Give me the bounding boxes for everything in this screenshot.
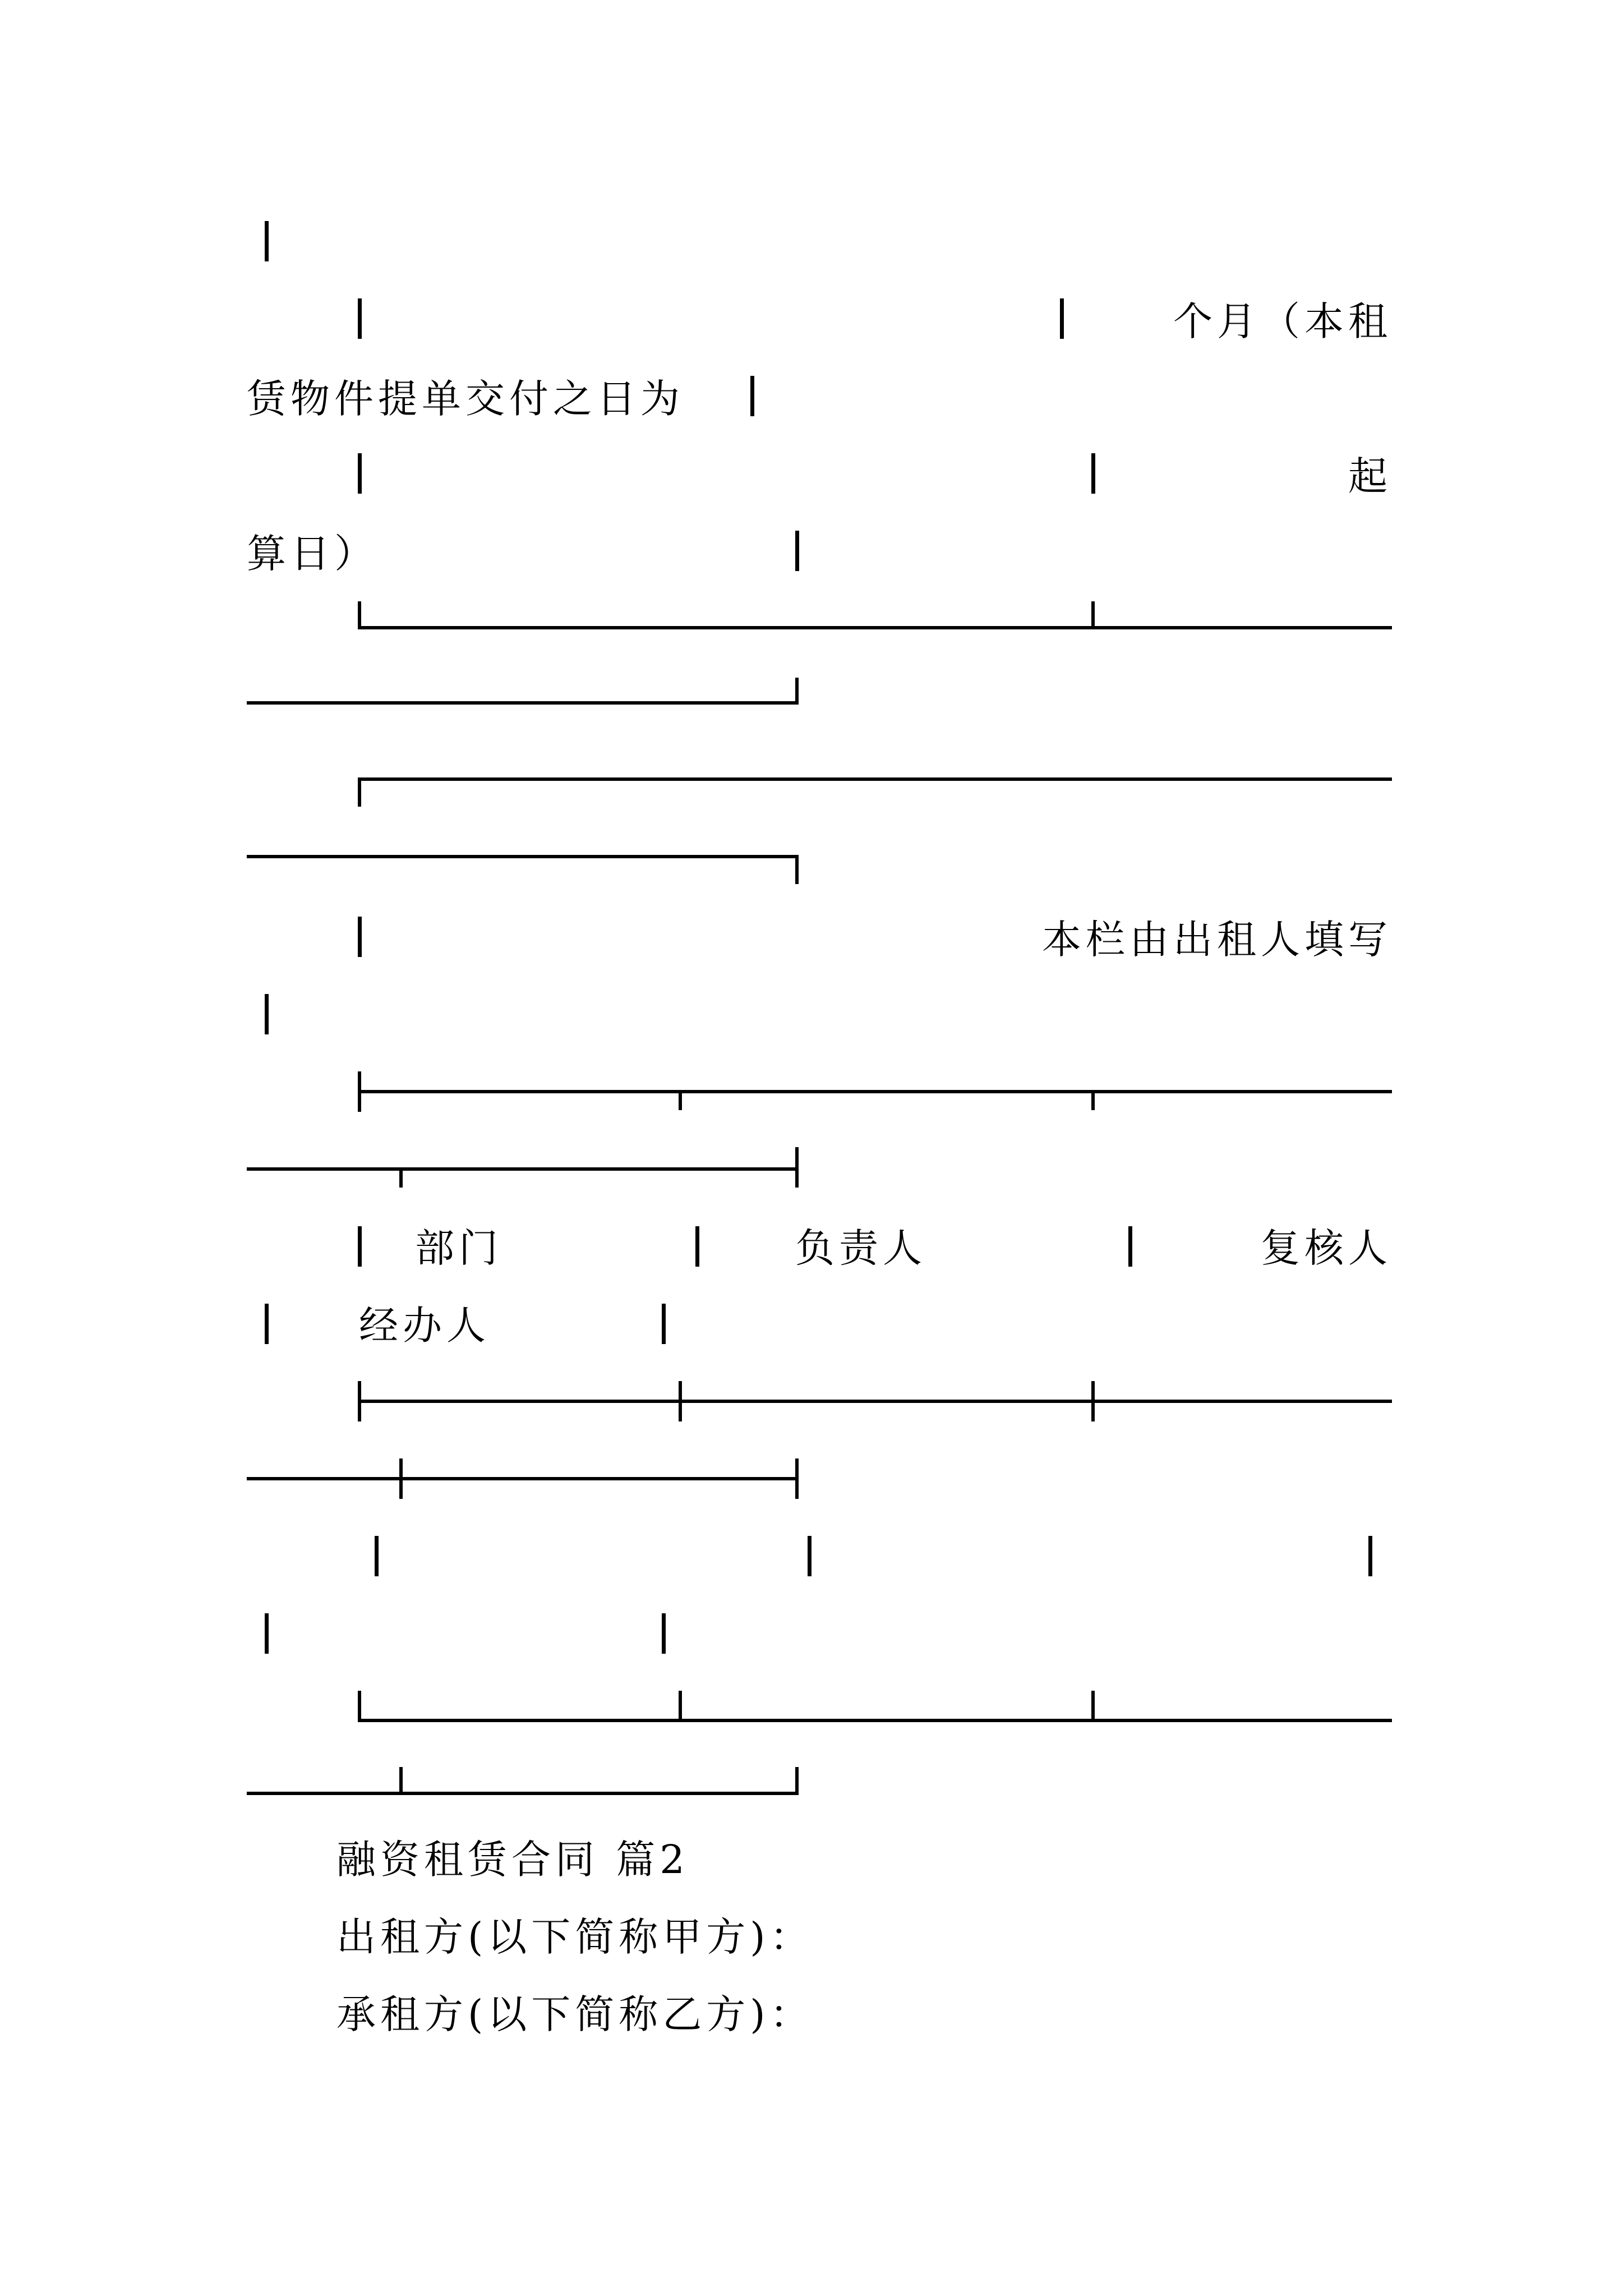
lease-term-text: 个月（本租 (1173, 298, 1392, 344)
table-border (1091, 1381, 1095, 1421)
table-border (358, 1691, 361, 1722)
lessor-line: 出租方(以下简称甲方)： (336, 1914, 814, 1960)
table-border (662, 1613, 666, 1654)
table-border (795, 678, 799, 705)
table-border (247, 1477, 799, 1480)
table-border (358, 1719, 1392, 1722)
table-border (358, 601, 361, 629)
dept-label: 部门 (415, 1225, 502, 1271)
table-border (399, 1767, 403, 1795)
table-border (399, 1167, 403, 1188)
start-day-text: 算日） (247, 531, 378, 577)
table-border (695, 1226, 699, 1267)
table-border (358, 777, 361, 807)
table-border (247, 1167, 799, 1171)
table-border (399, 1458, 403, 1499)
table-border (375, 1536, 379, 1576)
lessor-fill-note: 本栏由出租人填写 (1042, 917, 1392, 963)
table-border (265, 1304, 269, 1344)
start-text: 起 (1348, 453, 1392, 499)
table-border (358, 1400, 1392, 1403)
table-border (679, 1090, 682, 1110)
table-border (358, 626, 1392, 629)
table-border (795, 1458, 799, 1499)
table-border (358, 298, 362, 339)
table-border (265, 994, 269, 1034)
table-border (247, 855, 799, 858)
table-border (358, 917, 362, 957)
table-border (1091, 1090, 1095, 1110)
table-border (265, 1613, 269, 1654)
table-border (1091, 453, 1095, 494)
reviewer-label: 复核人 (1261, 1225, 1392, 1271)
table-border (795, 1767, 799, 1795)
table-border (265, 221, 269, 261)
delivery-date-text: 赁物件提单交付之日为 (247, 376, 684, 422)
table-border (808, 1536, 811, 1576)
table-border (358, 1090, 1392, 1093)
person-in-charge-label: 负责人 (795, 1225, 926, 1271)
lessee-line: 承租方(以下简称乙方)： (336, 1991, 814, 2037)
table-border (247, 701, 799, 705)
table-border (1091, 1691, 1095, 1722)
table-border (358, 777, 1392, 781)
table-border (1368, 1536, 1372, 1576)
table-border (679, 1381, 682, 1421)
table-border (750, 376, 754, 416)
table-border (795, 531, 799, 571)
table-border (795, 855, 799, 884)
section-title: 融资租赁合同 篇2 (336, 1837, 689, 1883)
handler-label: 经办人 (359, 1303, 490, 1349)
table-border (358, 1226, 362, 1267)
table-border (1128, 1226, 1132, 1267)
table-border (247, 1792, 799, 1795)
table-border (1060, 298, 1064, 339)
table-border (662, 1304, 666, 1344)
table-border (795, 1147, 799, 1188)
table-border (358, 453, 362, 494)
table-border (679, 1691, 682, 1722)
table-border (1091, 601, 1095, 629)
